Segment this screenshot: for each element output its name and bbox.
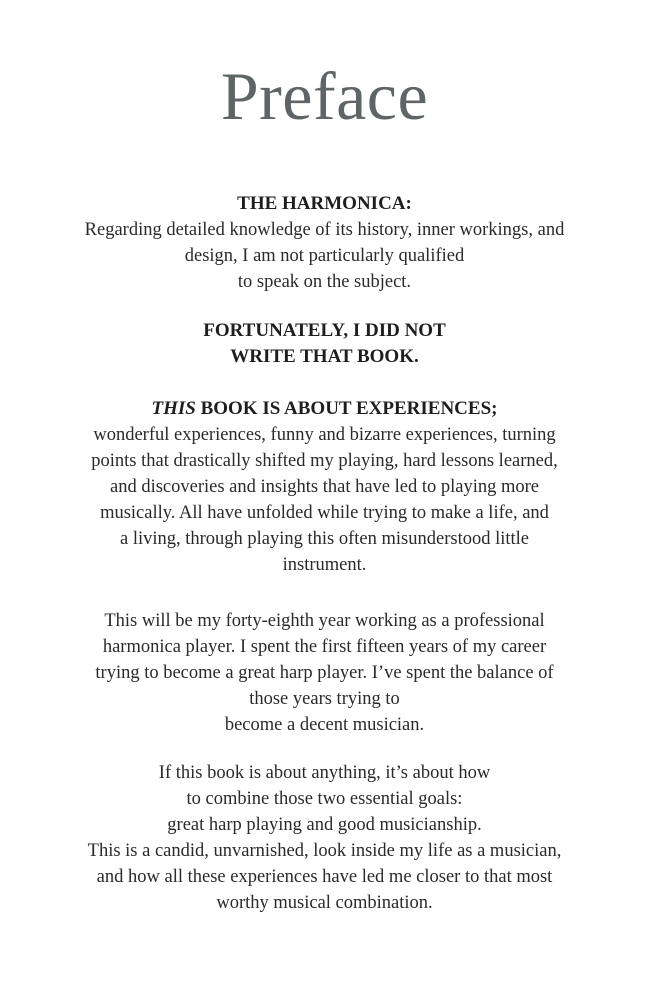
harmonica-line: Regarding detailed knowledge of its history, inner workings, and <box>84 220 565 240</box>
experiences-line: instrument. <box>282 555 367 575</box>
goals-line: worthy musical combination. <box>216 893 433 913</box>
career-line: This will be my forty-eighth year working as a professional <box>104 611 545 631</box>
harmonica-heading: THE HARMONICA: <box>237 193 412 214</box>
experiences-line: and discoveries and insights that have led to playing more <box>110 477 539 497</box>
harmonica-line: design, I am not particularly qualified <box>184 246 465 266</box>
experiences-heading <box>0 396 649 422</box>
harmonica-line: to speak on the subject. <box>237 272 412 292</box>
goals-paragraph <box>0 760 649 916</box>
experiences-line: musically. All have unfolded while trying to make a life, and <box>100 503 549 523</box>
experiences-line: a living, through playing this often misunderstood little <box>119 529 529 549</box>
fortunately-heading-line: FORTUNATELY, I DID NOT <box>203 320 446 341</box>
experiences-heading-italic: THIS <box>151 398 196 419</box>
goals-line: and how all these experiences have led me closer to that most <box>96 867 553 887</box>
career-line: harmonica player. I spent the first fifteen years of my career <box>102 637 547 657</box>
goals-line: great harp playing and good musicianship. <box>167 815 482 835</box>
goals-line: If this book is about anything, it’s about how <box>158 763 491 783</box>
career-paragraph <box>0 608 649 738</box>
experiences-heading-rest: BOOK IS ABOUT EXPERIENCES; <box>195 398 498 419</box>
harmonica-section <box>0 191 649 295</box>
career-line: trying to become a great harp player. I’ve spent the balance of <box>95 663 554 683</box>
experiences-line: wonderful experiences, funny and bizarre experiences, turning <box>93 425 556 445</box>
career-line: become a decent musician. <box>224 715 425 735</box>
fortunately-section <box>0 318 649 370</box>
goals-line: to combine those two essential goals: <box>186 789 463 809</box>
goals-line: This is a candid, unvarnished, look inside my life as a musician, <box>87 841 562 861</box>
page-title: Preface <box>220 58 429 134</box>
fortunately-heading-line: WRITE THAT BOOK. <box>230 346 419 367</box>
career-line: those years trying to <box>249 689 400 709</box>
experiences-line: points that drastically shifted my playing, hard lessons learned, <box>91 451 558 471</box>
experiences-section <box>0 396 649 578</box>
